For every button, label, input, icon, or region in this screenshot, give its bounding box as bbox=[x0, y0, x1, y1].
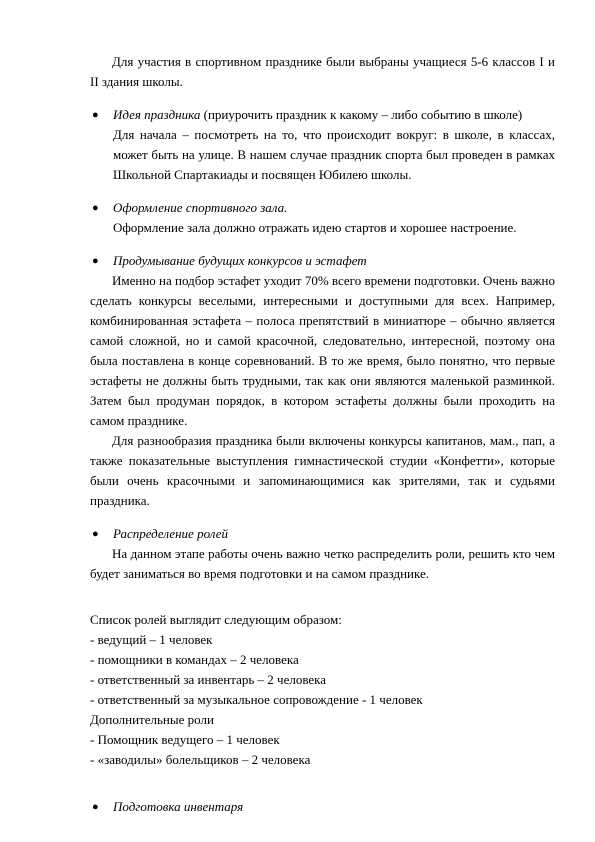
section-heading bbox=[90, 198, 555, 218]
section-paragraph: Именно на подбор эстафет уходит 70% всего времени подготовки. Очень важно сделать конкурсы веселыми, интересными и доступными для всех. Например, комбинированная эстафета – полоса препятствий в миниатюре – обычно является самой сложной, но и самой красочной, следовательно, интересной, поэтому она была поставлена в конце соревнований. В то же время, было понятно, что первые эстафеты не должны быть трудными, так как они являются маленькой разминкой. Затем был продуман порядок, в котором эстафеты должны были проходить на самом празднике. bbox=[90, 273, 555, 428]
list-item: - ответственный за музыкальное сопровождение - 1 человек bbox=[90, 692, 423, 707]
list-item: - помощники в командах – 2 человека bbox=[90, 652, 299, 667]
bullet-icon: ● bbox=[92, 528, 99, 540]
bullet-icon: ● bbox=[92, 202, 99, 214]
bullet-icon: ● bbox=[92, 801, 99, 813]
bullet-icon: ● bbox=[92, 255, 99, 267]
roles-list-block bbox=[90, 610, 555, 770]
extra-roles-list bbox=[90, 730, 555, 770]
section-title: Распределение ролей bbox=[113, 526, 229, 541]
section-roles bbox=[90, 524, 555, 584]
roles-list bbox=[90, 630, 555, 710]
section-decoration bbox=[90, 198, 555, 238]
section-paragraph: Для разнообразия праздника были включены конкурсы капитанов, мам., пап, а также показательные выступления гимнастической студии «Конфетти», которые были очень красочными и запоминающимися как зрителями, так и судьями праздника. bbox=[90, 433, 555, 508]
section-paragraph: Для начала – посмотреть на то, что происходит вокруг: в школе, в классах, может быть на улице. В нашем случае праздник спорта был проведен в рамках Школьной Спартакиады и посвящен Юбилею школы. bbox=[113, 127, 555, 182]
section-heading bbox=[90, 105, 555, 125]
section-equipment bbox=[90, 797, 555, 817]
list-item: - Помощник ведущего – 1 человек bbox=[90, 732, 280, 747]
section-contests bbox=[90, 251, 555, 511]
section-title: Оформление спортивного зала. bbox=[113, 200, 288, 215]
roles-heading: Список ролей выглядит следующим образом: bbox=[90, 612, 342, 627]
section-heading bbox=[90, 524, 555, 544]
section-heading bbox=[90, 251, 555, 271]
extra-roles-heading: Дополнительные роли bbox=[90, 712, 214, 727]
section-title: Идея праздника bbox=[113, 107, 201, 122]
document-page bbox=[90, 52, 555, 817]
bullet-icon: ● bbox=[92, 109, 99, 121]
section-heading bbox=[90, 797, 555, 817]
section-title: Подготовка инвентаря bbox=[113, 799, 244, 814]
section-paragraph: На данном этапе работы очень важно четко распределить роли, решить кто чем будет заниматься во время подготовки и на самом празднике. bbox=[90, 546, 555, 581]
section-paragraph: Оформление зала должно отражать идею стартов и хорошее настроение. bbox=[113, 220, 517, 235]
section-title: Продумывание будущих конкурсов и эстафет bbox=[113, 253, 367, 268]
list-item: - ведущий – 1 человек bbox=[90, 632, 213, 647]
section-title-suffix: (приурочить праздник к какому – либо событию в школе) bbox=[200, 107, 523, 122]
section-idea bbox=[90, 105, 555, 185]
list-item: - ответственный за инвентарь – 2 человека bbox=[90, 672, 327, 687]
list-item: - «заводилы» болельщиков – 2 человека bbox=[90, 752, 311, 767]
intro-paragraph: Для участия в спортивном празднике были выбраны учащиеся 5-6 классов I и II здания школы. bbox=[90, 54, 555, 89]
